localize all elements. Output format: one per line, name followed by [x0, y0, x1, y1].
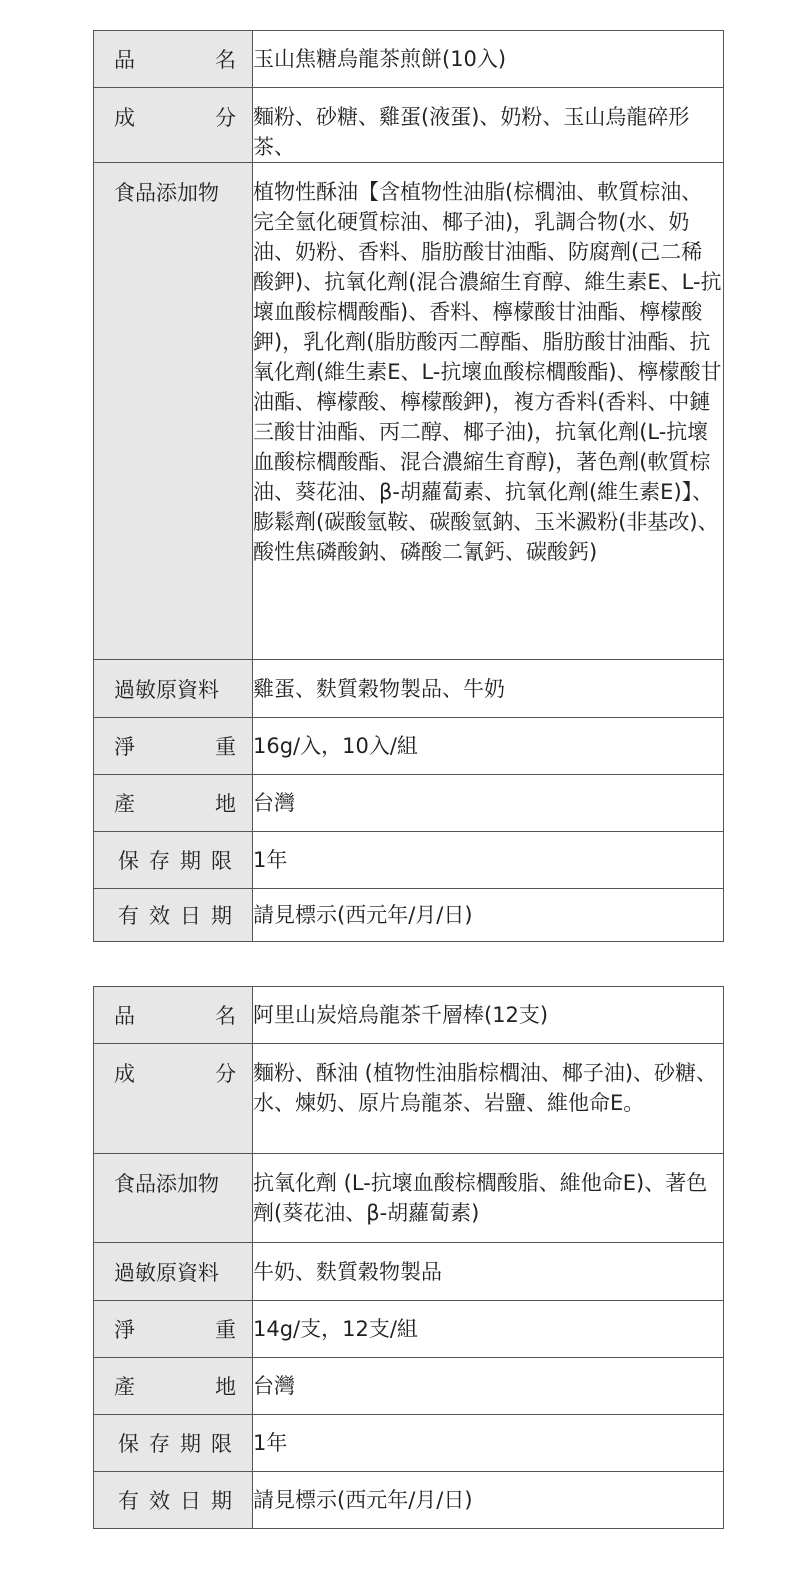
label-char: 保 [118, 849, 139, 873]
row-net-weight [94, 1301, 724, 1358]
row-ingredients [94, 88, 724, 163]
value-product-name: 阿里山炭焙烏龍茶千層棒(12支) [253, 987, 724, 1044]
label-shelf-life [94, 1415, 253, 1472]
label-char: 保 [118, 1432, 139, 1456]
value-product-name: 玉山焦糖烏龍茶煎餅(10入) [253, 31, 724, 88]
row-origin [94, 775, 724, 832]
label-char: 成 [114, 1062, 135, 1086]
value-food-additives: 抗氧化劑 (L-抗壞血酸棕櫚酸脂、維他命E)、著色劑(葵花油、β-胡蘿蔔素) [253, 1154, 724, 1243]
label-char: 效 [149, 904, 170, 928]
label-char: 期 [180, 1432, 201, 1456]
value-ingredients: 麵粉、砂糖、雞蛋(液蛋)、奶粉、玉山烏龍碎形茶、 [253, 88, 724, 163]
label-char: 效 [149, 1489, 170, 1513]
value-net-weight: 14g/支，12支/組 [253, 1301, 724, 1358]
label-char: 地 [215, 1375, 236, 1399]
row-shelf-life [94, 832, 724, 889]
value-food-additives: 植物性酥油【含植物性油脂(棕櫚油、軟質棕油、完全氫化硬質棕油、椰子油)，乳調合物(水、奶油、奶粉、香料、脂肪酸甘油酯、防腐劑(己二稀酸鉀)、抗氧化劑(混合濃縮生育醇、維生素E、L-抗壞血酸棕櫚酸酯)、香料、檸檬酸甘油酯、檸檬酸鉀)，乳化劑(脂肪酸丙二醇酯、脂肪酸甘油酯、抗氧化劑(維生素E、L-抗壞血酸棕櫚酸酯)、檸檬酸甘油酯、檸檬酸、檸檬酸鉀)，複方香料(香料、中鏈三酸甘油酯、丙二醇、椰子油)，抗氧化劑(L-抗壞血酸棕櫚酸酯、混合濃縮生育醇)，著色劑(軟質棕油、葵花油、β-胡蘿蔔素、抗氧化劑(維生素E)】、膨鬆劑(碳酸氫鞍、碳酸氫鈉、玉米澱粉(非基改)、酸性焦磷酸鈉、磷酸二氰鈣、碳酸鈣) [253, 163, 724, 660]
value-expiry-date: 請見標示(西元年/月/日) [253, 1472, 724, 1529]
value-ingredients: 麵粉、酥油 (植物性油脂棕櫚油、椰子油)、砂糖、水、煉奶、原片烏龍茶、岩鹽、維他命E。 [253, 1044, 724, 1154]
label-product-name [94, 987, 253, 1044]
label-char: 分 [215, 106, 236, 130]
label-origin [94, 1358, 253, 1415]
label-char: 品 [114, 48, 135, 72]
product-spec-table-1 [93, 30, 724, 942]
value-expiry-date: 請見標示(西元年/月/日) [253, 889, 724, 942]
label-char: 品 [114, 1004, 135, 1028]
label-char: 分 [215, 1062, 236, 1086]
label-char: 產 [114, 1375, 135, 1399]
label-net-weight [94, 1301, 253, 1358]
value-origin: 台灣 [253, 1358, 724, 1415]
label-char: 淨 [114, 735, 135, 759]
value-shelf-life: 1年 [253, 1415, 724, 1472]
label-expiry-date [94, 1472, 253, 1529]
value-net-weight: 16g/入，10入/組 [253, 718, 724, 775]
row-net-weight [94, 718, 724, 775]
label-ingredients [94, 1044, 253, 1154]
label-allergens: 過敏原資料 [94, 1243, 253, 1301]
label-char: 限 [211, 1432, 232, 1456]
label-char: 期 [180, 849, 201, 873]
label-net-weight [94, 718, 253, 775]
label-char: 期 [211, 1489, 232, 1513]
label-origin [94, 775, 253, 832]
value-shelf-life: 1年 [253, 832, 724, 889]
label-char: 名 [215, 1004, 236, 1028]
row-food-additives [94, 1154, 724, 1243]
row-food-additives [94, 163, 724, 660]
label-char: 存 [149, 1432, 170, 1456]
label-allergens: 過敏原資料 [94, 660, 253, 718]
label-char: 重 [215, 735, 236, 759]
label-char: 重 [215, 1318, 236, 1342]
value-allergens: 雞蛋、麩質穀物製品、牛奶 [253, 660, 724, 718]
label-char: 存 [149, 849, 170, 873]
row-product-name [94, 987, 724, 1044]
row-expiry-date [94, 1472, 724, 1529]
label-char: 淨 [114, 1318, 135, 1342]
label-char: 有 [118, 904, 139, 928]
row-ingredients [94, 1044, 724, 1154]
value-allergens: 牛奶、麩質穀物製品 [253, 1243, 724, 1301]
product-spec-table-2 [93, 986, 724, 1529]
label-product-name [94, 31, 253, 88]
label-expiry-date [94, 889, 253, 942]
label-char: 日 [180, 1489, 201, 1513]
row-allergens [94, 660, 724, 718]
label-char: 產 [114, 792, 135, 816]
label-char: 有 [118, 1489, 139, 1513]
label-food-additives: 食品添加物 [94, 163, 253, 660]
value-origin: 台灣 [253, 775, 724, 832]
label-shelf-life [94, 832, 253, 889]
row-allergens [94, 1243, 724, 1301]
row-expiry-date [94, 889, 724, 942]
label-food-additives: 食品添加物 [94, 1154, 253, 1243]
label-ingredients [94, 88, 253, 163]
label-char: 地 [215, 792, 236, 816]
label-char: 名 [215, 48, 236, 72]
label-char: 限 [211, 849, 232, 873]
label-char: 期 [211, 904, 232, 928]
label-char: 日 [180, 904, 201, 928]
row-shelf-life [94, 1415, 724, 1472]
row-product-name [94, 31, 724, 88]
label-char: 成 [114, 106, 135, 130]
row-origin [94, 1358, 724, 1415]
